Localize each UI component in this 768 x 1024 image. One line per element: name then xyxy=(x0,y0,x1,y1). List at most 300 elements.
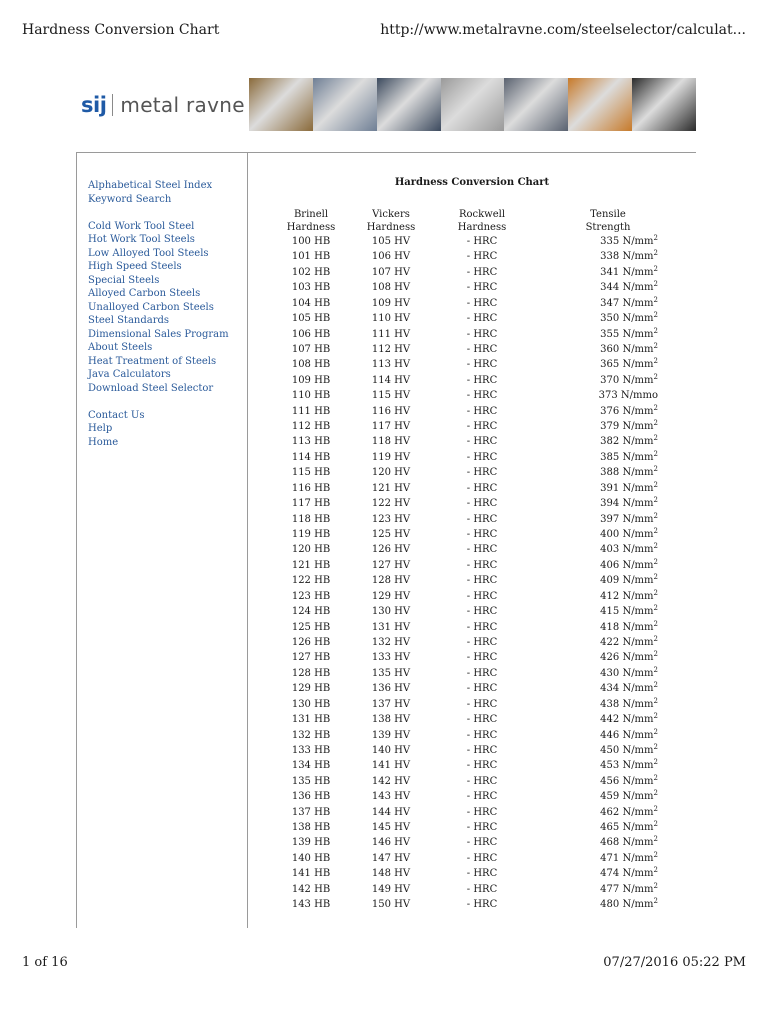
sidebar-link[interactable]: Dimensional Sales Program xyxy=(88,328,229,340)
tensile-value: 347 N/mm xyxy=(600,297,654,309)
tensile-value: 426 N/mm xyxy=(600,652,654,664)
unit-exponent: 2 xyxy=(653,897,658,906)
rockwell-cell: - HRC xyxy=(466,282,498,294)
tensile-value: 394 N/mm xyxy=(600,498,654,510)
rockwell-cell: - HRC xyxy=(466,236,498,247)
brinell-cell: 140 HB xyxy=(291,852,331,864)
vickers-cell: 105 HV xyxy=(371,236,411,247)
unit-exponent: 2 xyxy=(653,650,658,659)
table-row xyxy=(276,681,660,696)
table-row xyxy=(276,558,660,573)
site-logo[interactable] xyxy=(81,90,245,120)
brinell-cell: 108 HB xyxy=(291,359,331,371)
unit-exponent: 2 xyxy=(653,789,658,798)
rockwell-cell: - HRC xyxy=(466,760,498,772)
tensile-cell xyxy=(528,542,660,557)
rockwell-cell: - HRC xyxy=(466,883,498,895)
tensile-cell xyxy=(528,327,660,342)
tensile-value: 406 N/mm xyxy=(600,559,654,571)
logo-divider xyxy=(112,94,113,116)
print-footer xyxy=(22,955,746,975)
unit-exponent: 2 xyxy=(653,403,658,412)
table-row xyxy=(276,234,660,249)
table-row xyxy=(276,404,660,419)
print-header xyxy=(22,22,746,42)
divider xyxy=(247,153,248,928)
table-row xyxy=(276,388,660,403)
table-row xyxy=(276,897,660,912)
tensile-value: 370 N/mm xyxy=(600,374,654,386)
tensile-cell xyxy=(528,681,660,696)
sidebar-link[interactable]: Special Steels xyxy=(88,274,160,286)
vickers-cell: 123 HV xyxy=(371,513,411,525)
vickers-cell: 149 HV xyxy=(371,883,411,895)
table-row xyxy=(276,311,660,326)
table-row xyxy=(276,774,660,789)
vickers-cell: 135 HV xyxy=(371,667,411,679)
rockwell-cell: - HRC xyxy=(466,575,498,587)
rockwell-cell: - HRC xyxy=(466,822,498,834)
tensile-cell xyxy=(528,620,660,635)
tensile-cell xyxy=(528,280,660,295)
unit-exponent: 2 xyxy=(653,465,658,474)
tensile-value: 365 N/mm xyxy=(600,359,654,371)
table-row xyxy=(276,542,660,557)
tensile-value: 434 N/mm xyxy=(600,683,654,695)
vickers-cell: 122 HV xyxy=(371,498,411,510)
sidebar-link[interactable]: High Speed Steels xyxy=(88,261,182,272)
tensile-value: 468 N/mm xyxy=(600,837,654,849)
tensile-cell xyxy=(528,234,660,249)
brinell-cell: 125 HB xyxy=(291,621,331,633)
tensile-value: 338 N/mm xyxy=(600,251,654,263)
vickers-cell: 107 HV xyxy=(371,266,411,278)
unit-exponent: 2 xyxy=(653,557,658,566)
vickers-cell: 106 HV xyxy=(371,251,411,263)
table-row xyxy=(276,527,660,542)
rockwell-cell: - HRC xyxy=(466,421,498,433)
rockwell-cell: - HRC xyxy=(466,498,498,510)
brinell-cell: 131 HB xyxy=(291,714,331,726)
unit-exponent: 2 xyxy=(653,449,658,458)
table-row xyxy=(276,820,660,835)
rockwell-cell: - HRC xyxy=(466,436,498,448)
table-row xyxy=(276,882,660,897)
vickers-cell: 117 HV xyxy=(371,421,411,433)
sidebar-link[interactable]: Contact Us xyxy=(88,409,145,421)
unit-exponent: 2 xyxy=(653,804,658,813)
unit-exponent: 2 xyxy=(653,835,658,844)
column-header: Vickers Hardness xyxy=(366,209,416,233)
tensile-cell xyxy=(528,419,660,434)
tensile-cell xyxy=(528,635,660,650)
rockwell-cell: - HRC xyxy=(466,899,498,911)
table-row xyxy=(276,728,660,743)
brinell-cell: 119 HB xyxy=(291,529,331,541)
column-header: Tensile Strength xyxy=(585,209,631,233)
sidebar-link[interactable]: Home xyxy=(88,436,119,448)
table-row xyxy=(276,280,660,295)
vickers-cell: 119 HV xyxy=(371,451,411,463)
tensile-cell xyxy=(528,527,660,542)
unit-exponent: 2 xyxy=(653,850,658,859)
tensile-value: 388 N/mm xyxy=(600,467,654,479)
tensile-value: 446 N/mm xyxy=(600,729,654,741)
tensile-value: 477 N/mm xyxy=(600,883,654,895)
sidebar-link[interactable]: Keyword Search xyxy=(88,193,172,205)
brinell-cell: 104 HB xyxy=(291,297,331,309)
table-row xyxy=(276,373,660,388)
table-row xyxy=(276,465,660,480)
rockwell-cell: - HRC xyxy=(466,251,498,263)
tensile-cell xyxy=(528,573,660,588)
rockwell-cell: - HRC xyxy=(466,343,498,355)
unit-exponent: 2 xyxy=(653,264,658,273)
vickers-cell: 115 HV xyxy=(371,390,411,402)
unit-exponent: 2 xyxy=(653,280,658,289)
page-number: 1 of 16 xyxy=(22,955,68,970)
tensile-cell xyxy=(528,697,660,712)
tensile-cell xyxy=(528,758,660,773)
banner-photo xyxy=(441,78,505,131)
tensile-cell xyxy=(528,558,660,573)
unit-exponent: 2 xyxy=(653,727,658,736)
unit-exponent: 2 xyxy=(653,527,658,536)
tensile-cell xyxy=(528,712,660,727)
vickers-cell: 113 HV xyxy=(371,359,411,371)
brinell-cell: 116 HB xyxy=(291,482,331,494)
vickers-cell: 150 HV xyxy=(371,899,411,911)
tensile-value: 438 N/mm xyxy=(600,698,654,710)
sidebar-link[interactable]: Alphabetical Steel Index xyxy=(88,180,213,191)
brinell-cell: 134 HB xyxy=(291,760,331,772)
rockwell-cell: - HRC xyxy=(466,698,498,710)
table-row xyxy=(276,512,660,527)
tensile-cell xyxy=(528,434,660,449)
sidebar-link[interactable]: Low Alloyed Tool Steels xyxy=(88,247,209,259)
tensile-value: 456 N/mm xyxy=(600,775,654,787)
tensile-cell xyxy=(528,835,660,850)
vickers-cell: 121 HV xyxy=(371,482,411,494)
rockwell-cell: - HRC xyxy=(466,667,498,679)
rockwell-cell: - HRC xyxy=(466,451,498,463)
rockwell-cell: - HRC xyxy=(466,467,498,479)
rockwell-cell: - HRC xyxy=(466,652,498,664)
unit-exponent: 2 xyxy=(653,866,658,875)
tensile-value: 453 N/mm xyxy=(600,760,654,772)
vickers-cell: 140 HV xyxy=(371,744,411,756)
tensile-value: 335 N/mm xyxy=(600,236,654,247)
vickers-cell: 109 HV xyxy=(371,297,411,309)
rockwell-cell: - HRC xyxy=(466,775,498,787)
rockwell-cell: - HRC xyxy=(466,606,498,618)
tensile-cell xyxy=(528,342,660,357)
chart-title: Hardness Conversion Chart xyxy=(394,177,550,188)
tensile-cell xyxy=(528,450,660,465)
table-row xyxy=(276,481,660,496)
sidebar-link[interactable]: Download Steel Selector xyxy=(88,382,214,394)
brinell-cell: 111 HB xyxy=(291,405,331,417)
vickers-cell: 133 HV xyxy=(371,652,411,664)
brinell-cell: 109 HB xyxy=(291,374,331,386)
tensile-cell xyxy=(528,728,660,743)
brinell-cell: 142 HB xyxy=(291,883,331,895)
sidebar-spacer xyxy=(88,395,246,409)
tensile-cell xyxy=(528,373,660,388)
site-banner xyxy=(76,78,696,131)
tensile-cell xyxy=(528,897,660,912)
tensile-cell xyxy=(528,666,660,681)
logo-brand: sij xyxy=(81,93,107,117)
table-row xyxy=(276,866,660,881)
brinell-cell: 128 HB xyxy=(291,667,331,679)
brinell-cell: 133 HB xyxy=(291,744,331,756)
page-layout xyxy=(76,152,696,928)
rockwell-cell: - HRC xyxy=(466,544,498,556)
tensile-value: 422 N/mm xyxy=(600,636,654,648)
unit-exponent: 2 xyxy=(653,665,658,674)
unit-exponent: 2 xyxy=(653,234,658,242)
vickers-cell: 137 HV xyxy=(371,698,411,710)
tensile-value: 418 N/mm xyxy=(600,621,654,633)
sidebar-link[interactable]: Unalloyed Carbon Steels xyxy=(88,301,214,313)
rockwell-cell: - HRC xyxy=(466,328,498,340)
unit-exponent: 2 xyxy=(653,480,658,489)
brinell-cell: 107 HB xyxy=(291,343,331,355)
tensile-cell xyxy=(528,820,660,835)
tensile-cell xyxy=(528,743,660,758)
rockwell-cell: - HRC xyxy=(466,714,498,726)
table-row xyxy=(276,265,660,280)
tensile-cell xyxy=(528,311,660,326)
vickers-cell: 136 HV xyxy=(371,683,411,695)
rockwell-cell: - HRC xyxy=(466,359,498,371)
rockwell-cell: - HRC xyxy=(466,529,498,541)
tensile-cell xyxy=(528,265,660,280)
tensile-cell xyxy=(528,604,660,619)
rockwell-cell: - HRC xyxy=(466,405,498,417)
unit-exponent: 2 xyxy=(653,357,658,366)
tensile-value: 459 N/mm xyxy=(600,791,654,803)
table-row xyxy=(276,789,660,804)
vickers-cell: 141 HV xyxy=(371,760,411,772)
brinell-cell: 126 HB xyxy=(291,636,331,648)
sidebar-link[interactable]: Hot Work Tool Steels xyxy=(88,234,195,245)
tensile-cell xyxy=(528,296,660,311)
unit-exponent: 2 xyxy=(653,742,658,751)
table-row xyxy=(276,712,660,727)
vickers-cell: 114 HV xyxy=(371,374,411,386)
tensile-cell xyxy=(528,805,660,820)
rockwell-cell: - HRC xyxy=(466,266,498,278)
banner-photo xyxy=(568,78,632,131)
sidebar-link[interactable]: Cold Work Tool Steel xyxy=(88,220,195,232)
tensile-cell xyxy=(528,851,660,866)
vickers-cell: 126 HV xyxy=(371,544,411,556)
tensile-value: 385 N/mm xyxy=(600,451,654,463)
banner-photo xyxy=(313,78,377,131)
logo-name: metal ravne xyxy=(120,93,245,117)
unit-exponent: 2 xyxy=(653,881,658,890)
table-row xyxy=(276,697,660,712)
table-row xyxy=(276,650,660,665)
brinell-cell: 141 HB xyxy=(291,868,331,880)
rockwell-cell: - HRC xyxy=(466,374,498,386)
brinell-cell: 103 HB xyxy=(291,282,331,294)
brinell-cell: 122 HB xyxy=(291,575,331,587)
vickers-cell: 128 HV xyxy=(371,575,411,587)
tensile-value: 376 N/mm xyxy=(600,405,654,417)
brinell-cell: 121 HB xyxy=(291,559,331,571)
table-row xyxy=(276,342,660,357)
table-header-row xyxy=(276,206,660,234)
unit-exponent: 2 xyxy=(653,496,658,505)
tensile-value: 360 N/mm xyxy=(600,343,654,355)
rockwell-cell: - HRC xyxy=(466,744,498,756)
column-header: Brinell Hardness xyxy=(286,209,336,233)
unit-exponent: 2 xyxy=(653,758,658,767)
table-row xyxy=(276,851,660,866)
rockwell-cell: - HRC xyxy=(466,636,498,648)
rockwell-cell: - HRC xyxy=(466,729,498,741)
tensile-value: 450 N/mm xyxy=(600,744,654,756)
tensile-value: 480 N/mm xyxy=(600,899,654,911)
brinell-cell: 143 HB xyxy=(291,899,331,911)
tensile-value: 382 N/mm xyxy=(600,436,654,448)
table-row xyxy=(276,758,660,773)
tensile-value: 379 N/mm xyxy=(600,421,654,433)
tensile-value: 403 N/mm xyxy=(600,544,654,556)
vickers-cell: 148 HV xyxy=(371,868,411,880)
brinell-cell: 120 HB xyxy=(291,544,331,556)
tensile-cell xyxy=(528,481,660,496)
unit-exponent: 2 xyxy=(653,588,658,597)
unit-exponent: 2 xyxy=(653,542,658,551)
tensile-value: 355 N/mm xyxy=(600,328,654,340)
brinell-cell: 135 HB xyxy=(291,775,331,787)
table-row xyxy=(276,743,660,758)
brinell-cell: 117 HB xyxy=(291,498,331,510)
vickers-cell: 138 HV xyxy=(371,714,411,726)
vickers-cell: 146 HV xyxy=(371,837,411,849)
rockwell-cell: - HRC xyxy=(466,313,498,325)
table-row xyxy=(276,666,660,681)
vickers-cell: 144 HV xyxy=(371,806,411,818)
unit-exponent: 2 xyxy=(653,341,658,350)
divider xyxy=(76,153,77,928)
tensile-value: 397 N/mm xyxy=(600,513,654,525)
brinell-cell: 127 HB xyxy=(291,652,331,664)
column-header: Rockwell Hardness xyxy=(457,209,507,233)
unit-exponent: 2 xyxy=(653,604,658,613)
rockwell-cell: - HRC xyxy=(466,806,498,818)
tensile-cell xyxy=(528,512,660,527)
vickers-cell: 110 HV xyxy=(371,313,411,325)
brinell-cell: 138 HB xyxy=(291,822,331,834)
rockwell-cell: - HRC xyxy=(466,297,498,309)
banner-photo xyxy=(632,78,696,131)
vickers-cell: 112 HV xyxy=(371,343,411,355)
table-row xyxy=(276,835,660,850)
brinell-cell: 110 HB xyxy=(291,390,331,402)
brinell-cell: 124 HB xyxy=(291,606,331,618)
print-url: http://www.metalravne.com/steelselector/calculat... xyxy=(380,22,746,38)
brinell-cell: 132 HB xyxy=(291,729,331,741)
unit-exponent: 2 xyxy=(653,712,658,721)
banner-photo xyxy=(249,78,313,131)
rockwell-cell: - HRC xyxy=(466,852,498,864)
tensile-cell xyxy=(528,789,660,804)
vickers-cell: 116 HV xyxy=(371,405,411,417)
table-row xyxy=(276,450,660,465)
brinell-cell: 100 HB xyxy=(291,236,331,247)
unit-exponent: 2 xyxy=(653,295,658,304)
tensile-value: 400 N/mm xyxy=(600,529,654,541)
unit-exponent: 2 xyxy=(653,619,658,628)
banner-photo-strip xyxy=(249,78,696,131)
tensile-value: 373 N/mmo xyxy=(598,390,658,402)
sidebar-link[interactable]: Java Calculators xyxy=(88,369,171,380)
table-row xyxy=(276,327,660,342)
tensile-value: 442 N/mm xyxy=(600,714,654,726)
table-row xyxy=(276,249,660,264)
rockwell-cell: - HRC xyxy=(466,559,498,571)
unit-exponent: 2 xyxy=(653,681,658,690)
sidebar-link[interactable]: About Steels xyxy=(88,342,153,353)
table-row xyxy=(276,434,660,449)
rockwell-cell: - HRC xyxy=(466,837,498,849)
tensile-value: 462 N/mm xyxy=(600,806,654,818)
vickers-cell: 129 HV xyxy=(371,590,411,602)
table-row xyxy=(276,496,660,511)
unit-exponent: 2 xyxy=(653,773,658,782)
table-row xyxy=(276,604,660,619)
tensile-cell xyxy=(528,388,660,403)
brinell-cell: 115 HB xyxy=(291,467,331,479)
rockwell-cell: - HRC xyxy=(466,482,498,494)
brinell-cell: 136 HB xyxy=(291,791,331,803)
unit-exponent: 2 xyxy=(653,249,658,258)
table-row xyxy=(276,805,660,820)
tensile-value: 415 N/mm xyxy=(600,606,654,618)
vickers-cell: 142 HV xyxy=(371,775,411,787)
brinell-cell: 129 HB xyxy=(291,683,331,695)
tensile-value: 409 N/mm xyxy=(600,575,654,587)
vickers-cell: 127 HV xyxy=(371,559,411,571)
vickers-cell: 143 HV xyxy=(371,791,411,803)
tensile-value: 430 N/mm xyxy=(600,667,654,679)
tensile-cell xyxy=(528,866,660,881)
tensile-cell xyxy=(528,650,660,665)
rockwell-cell: - HRC xyxy=(466,621,498,633)
vickers-cell: 125 HV xyxy=(371,529,411,541)
rockwell-cell: - HRC xyxy=(466,791,498,803)
tensile-value: 391 N/mm xyxy=(600,482,654,494)
vickers-cell: 145 HV xyxy=(371,822,411,834)
unit-exponent: 2 xyxy=(653,434,658,443)
vickers-cell: 118 HV xyxy=(371,436,411,448)
table-row xyxy=(276,620,660,635)
sidebar-link[interactable]: Help xyxy=(88,423,113,434)
sidebar-link[interactable]: Alloyed Carbon Steels xyxy=(88,288,201,299)
sidebar-link[interactable]: Steel Standards xyxy=(88,315,170,326)
sidebar-link[interactable]: Heat Treatment of Steels xyxy=(88,355,217,367)
brinell-cell: 106 HB xyxy=(291,328,331,340)
vickers-cell: 131 HV xyxy=(371,621,411,633)
rockwell-cell: - HRC xyxy=(466,868,498,880)
tensile-cell xyxy=(528,404,660,419)
tensile-value: 465 N/mm xyxy=(600,822,654,834)
